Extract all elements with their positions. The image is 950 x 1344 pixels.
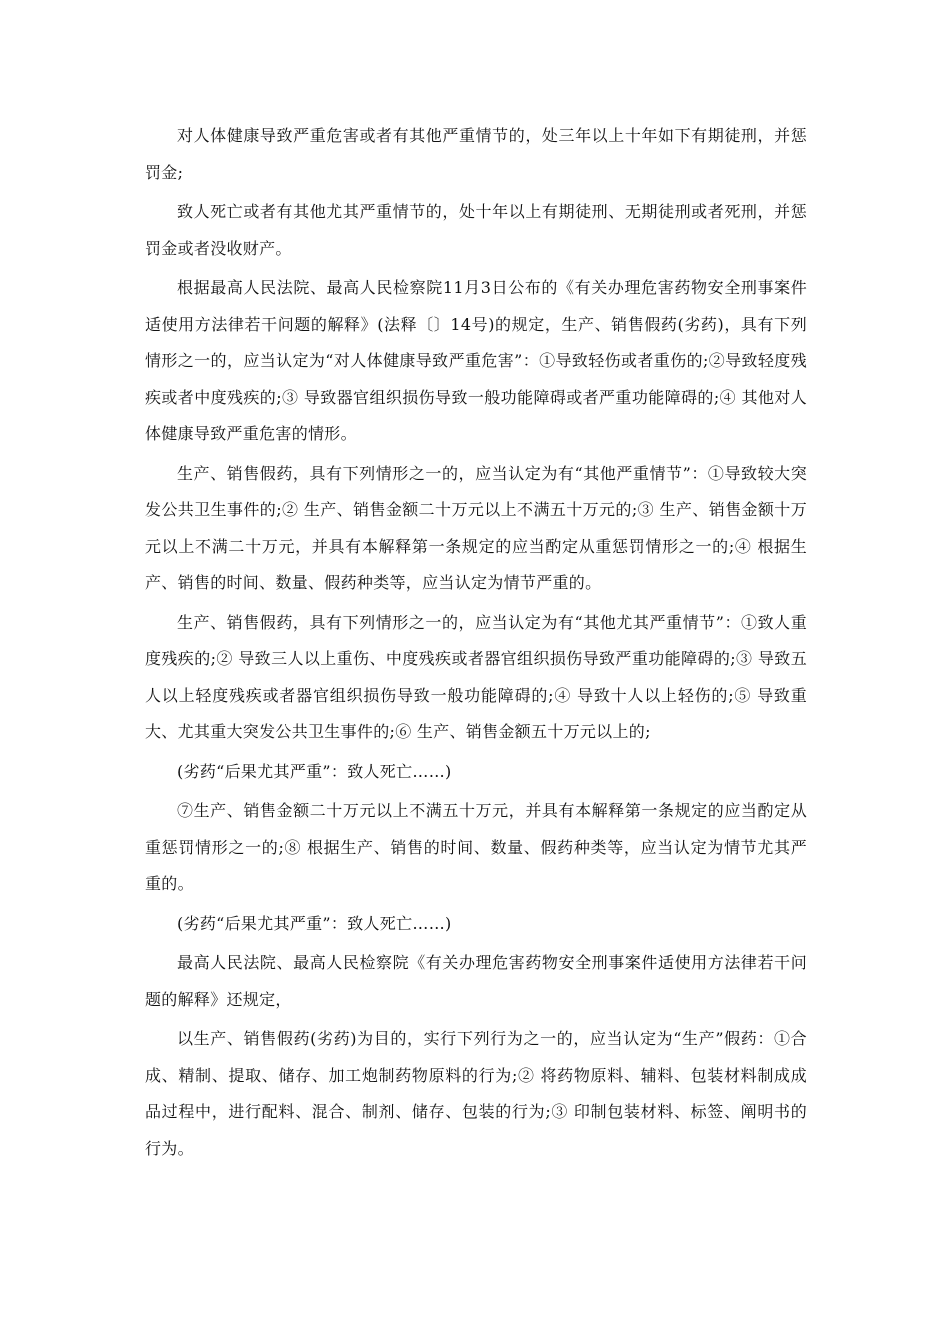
- paragraph-penalty-death: 致人死亡或者有其他尤其严重情节的，处十年以上有期徒刑、无期徒刑或者死刑，并惩罚金或者没收财产。: [145, 202, 807, 258]
- paragraph-inferior-drug-note-2: (劣药“后果尤其严重”：致人死亡……): [177, 913, 452, 933]
- paragraph-other-serious-circumstances: 生产、销售假药，具有下列情形之一的，应当认定为有“其他严重情节”：①导致较大突发公共卫生事件的;② 生产、销售金额二十万元以上不满五十万元的;③ 生产、销售金额十万元以上不满二十万元，并具有本解释第一条规定的应当酌定从重惩罚情形之一的;④ 根据生产、销售的时间、数量、假药种类等，应当认定为情节严重的。: [145, 463, 807, 592]
- paragraph-penalty-serious-harm: 对人体健康导致严重危害或者有其他严重情节的，处三年以上十年如下有期徒刑，并惩罚金;: [145, 126, 807, 182]
- paragraph-especially-serious-circumstances: 生产、销售假药，具有下列情形之一的，应当认定为有“其他尤其严重情节”：①致人重度残疾的;② 导致三人以上重伤、中度残疾或者器官组织损伤导致严重功能障碍的;③ 导致五人以上轻度残疾或者器官组织损伤导致一般功能障碍的;④ 导致十人以上轻伤的;⑤ 导致重大、尤其重大突发公共卫生事件的;⑥ 生产、销售金额五十万元以上的;: [145, 612, 807, 741]
- paragraph-inferior-drug-note-1: (劣药“后果尤其严重”：致人死亡……): [177, 761, 452, 781]
- paragraph-interpretation-also-provides: 最高人民法院、最高人民检察院《有关办理危害药物安全刑事案件适使用方法律若干问题的解释》还规定，: [145, 953, 807, 1009]
- document-body: [145, 118, 807, 1170]
- paragraph-production-definition: 以生产、销售假药(劣药)为目的，实行下列行为之一的，应当认定为“生产”假药：①合成、精制、提取、储存、加工炮制药物原料的行为;② 将药物原料、辅料、包装材料制成成品过程中，进行配料、混合、制剂、储存、包装的行为;③ 印制包装材料、标签、阐明书的行为。: [145, 1029, 807, 1158]
- paragraph-judicial-interpretation-harm: 根据最高人民法院、最高人民检察院11月3日公布的《有关办理危害药物安全刑事案件适使用方法律若干问题的解释》(法释〔〕14号)的规定，生产、销售假药(劣药)，具有下列情形之一的，应当认定为“对人体健康导致严重危害”：①导致轻伤或者重伤的;②导致轻度残疾或者中度残疾的;③ 导致器官组织损伤导致一般功能障碍或者严重功能障碍的;④ 其他对人体健康导致严重危害的情形。: [145, 278, 807, 443]
- paragraph-especially-serious-continued: ⑦生产、销售金额二十万元以上不满五十万元，并具有本解释第一条规定的应当酌定从重惩罚情形之一的;⑧ 根据生产、销售的时间、数量、假药种类等，应当认定为情节尤其严重的。: [145, 801, 807, 893]
